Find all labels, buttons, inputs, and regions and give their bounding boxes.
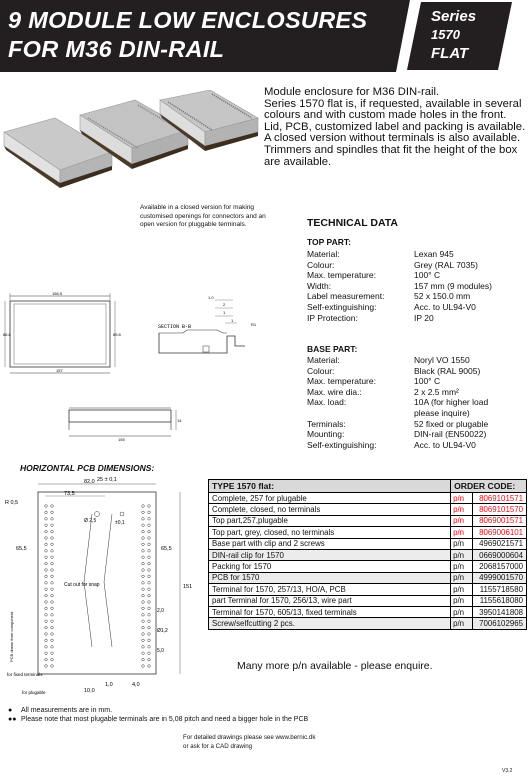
terminal-hole: [45, 550, 48, 553]
spec-value: Acc. to UL94-V0: [414, 439, 476, 450]
cutout-label: Cut out for snap: [64, 582, 100, 588]
col-type-header: TYPE 1570 flat:: [209, 480, 451, 493]
order-pn-label: p/n: [451, 538, 473, 549]
terminal-hole: [51, 633, 54, 636]
dim-height-left: 86.6: [3, 332, 11, 337]
order-description: Base part with clip and 2 screws: [209, 538, 451, 549]
terminal-hole: [148, 626, 151, 629]
terminal-hole: [142, 582, 145, 585]
order-row: [209, 493, 527, 504]
component-side-note: PCB drawn from component: [9, 611, 14, 662]
spec-row: [307, 429, 527, 440]
spec-row: [307, 291, 527, 302]
terminal-hole: [45, 652, 48, 655]
order-row: [209, 618, 527, 629]
terminal-hole: [51, 601, 54, 604]
terminal-hole: [148, 594, 151, 597]
terminal-hole: [51, 646, 54, 649]
spec-value: Grey (RAL 7035): [414, 259, 478, 270]
terminal-hole: [148, 588, 151, 591]
top-part-heading: TOP PART:: [307, 237, 351, 247]
terminal-hole: [51, 569, 54, 572]
order-pn-label: p/n: [451, 515, 473, 526]
order-table: [208, 479, 527, 630]
section-dim-1: 1.0: [208, 295, 214, 300]
order-code: 3950141808: [473, 606, 527, 617]
terminal-hole: [142, 646, 145, 649]
dim-65-left: 65,5: [16, 546, 27, 552]
dim-151: 151: [183, 584, 193, 590]
terminal-hole: [45, 537, 48, 540]
spec-key: Colour:: [307, 365, 335, 376]
terminal-hole: [148, 614, 151, 617]
footnote-1: [8, 707, 112, 714]
order-code: 0669000604: [473, 549, 527, 560]
order-pn-label: p/n: [451, 618, 473, 629]
order-code: 7006102965: [473, 618, 527, 629]
terminal-hole: [142, 588, 145, 591]
order-pn-label: p/n: [451, 595, 473, 606]
terminal-hole: [148, 633, 151, 636]
intro-paragraph: Lid, PCB, customized label and packing is available.: [264, 120, 526, 133]
order-pn-label: p/n: [451, 549, 473, 560]
terminal-hole: [45, 511, 48, 514]
section-dim-radius: R1: [251, 322, 257, 327]
intro-paragraph: A closed version without terminals is also available.: [264, 132, 521, 145]
order-row: [209, 527, 527, 538]
series-number: 1570: [431, 27, 460, 42]
terminal-hole: [45, 505, 48, 508]
dim-25: 25 ± 0,1: [97, 477, 117, 483]
terminal-hole: [142, 543, 145, 546]
product-photo: [0, 90, 262, 200]
order-code: 8069101571: [473, 493, 527, 504]
terminal-hole: [45, 614, 48, 617]
terminal-hole: [51, 524, 54, 527]
order-pn-label: p/n: [451, 561, 473, 572]
title-line-1: 9 MODULE LOW ENCLOSURES: [8, 7, 368, 33]
terminal-hole: [142, 518, 145, 521]
terminal-hole: [45, 658, 48, 661]
section-label: SECTION B-B: [158, 324, 192, 330]
side-view-drawing: [66, 404, 184, 444]
dim-10: 10,0: [84, 688, 95, 694]
dim-5: 5,0: [157, 648, 164, 654]
intro-paragraph: Trimmers and spindles that fit the height of the box are available.: [264, 143, 518, 168]
terminal-hole: [51, 607, 54, 610]
terminal-hole: [142, 530, 145, 533]
terminal-hole: [51, 658, 54, 661]
dim-d12: Ø1,2: [157, 628, 168, 634]
spec-key: Label measurement:: [307, 291, 385, 302]
terminal-hole: [51, 620, 54, 623]
terminal-hole: [51, 505, 54, 508]
section-drawing: [155, 288, 265, 366]
terminal-hole: [142, 505, 145, 508]
terminal-hole: [45, 543, 48, 546]
order-row: [209, 549, 527, 560]
spec-value: 100° C: [414, 270, 441, 281]
terminal-hole: [142, 594, 145, 597]
spec-row: [307, 440, 527, 451]
plugable-label: for plugable: [22, 690, 46, 695]
terminal-hole: [51, 594, 54, 597]
spec-key: Max. temperature:: [307, 376, 376, 387]
terminal-hole: [45, 530, 48, 533]
terminal-hole: [142, 620, 145, 623]
footnote-text: Please note that most plugable terminals are in 5,08 pitch and need a bigger hole in the PCB: [21, 716, 309, 723]
spec-key: Self-extinguishing:: [307, 439, 377, 450]
order-description: Packing for 1570: [209, 561, 451, 572]
section-dim-3: 1: [223, 310, 226, 315]
terminal-hole: [142, 614, 145, 617]
spec-value: 52 x 150.0 mm: [414, 291, 471, 302]
terminal-hole: [51, 665, 54, 668]
spec-key: Mounting:: [307, 429, 345, 440]
order-description: PCB for 1570: [209, 572, 451, 583]
order-row: [209, 584, 527, 595]
order-pn-label: p/n: [451, 606, 473, 617]
spec-value: IP 20: [414, 312, 434, 323]
terminal-hole: [51, 614, 54, 617]
more-pn-note: Many more p/n available - please enquire.: [237, 660, 433, 672]
terminal-hole: [51, 588, 54, 591]
closed-version-caption: Available in a closed version for making customised openings for connectors and an open version for pluggable terminals.: [140, 204, 266, 229]
spec-value: Acc. to UL94-V0: [414, 301, 476, 312]
terminal-hole: [142, 511, 145, 514]
order-row: [209, 606, 527, 617]
terminal-hole: [45, 626, 48, 629]
footnote-text: All measurements are in mm.: [21, 707, 113, 714]
section-dim-4: 1: [231, 318, 234, 323]
dim-overall-width: 157: [56, 368, 63, 373]
top-view-drawing: [2, 290, 124, 380]
terminal-hole: [142, 575, 145, 578]
order-description: DIN-rail clip for 1570: [209, 549, 451, 560]
spec-value: DIN-rail (EN50022): [414, 429, 487, 440]
spec-value: 157 mm (9 modules): [414, 280, 492, 291]
order-pn-label: p/n: [451, 584, 473, 595]
spec-row: [307, 270, 527, 281]
spec-value: please inquire): [414, 407, 470, 418]
terminal-hole: [142, 569, 145, 572]
version-label: V3.2: [502, 768, 513, 774]
terminal-hole: [148, 543, 151, 546]
dim-side-height: 14: [177, 418, 182, 423]
order-description: Terminal for 1570, 605/13, fixed terminals: [209, 606, 451, 617]
spec-key: Material:: [307, 249, 340, 259]
terminal-hole: [142, 633, 145, 636]
terminal-hole: [142, 607, 145, 610]
spec-row: [307, 355, 527, 366]
terminal-hole: [142, 524, 145, 527]
order-code: 1155718580: [473, 584, 527, 595]
pcb-drawing: [0, 472, 205, 704]
terminal-hole: [148, 537, 151, 540]
dim-1: 1,0: [105, 682, 113, 688]
footnote-bullet: ●●: [8, 716, 17, 723]
terminal-hole: [45, 575, 48, 578]
footnote-2: [8, 716, 308, 723]
base-part-specs: [307, 355, 527, 450]
spec-value: Lexan 945: [414, 249, 454, 259]
section-dim-2: 2: [223, 302, 226, 307]
order-table-header: [209, 480, 527, 493]
contact-info: [183, 733, 315, 751]
spec-row: [307, 387, 527, 398]
dim-top-width: 156.5: [52, 291, 63, 296]
spec-row: [307, 260, 527, 271]
dim-tol: ±0,1: [115, 520, 125, 526]
terminal-hole: [148, 607, 151, 610]
terminal-hole: [45, 607, 48, 610]
order-description: Complete, closed, no terminals: [209, 504, 451, 515]
spec-row: [307, 419, 527, 430]
order-pn-label: p/n: [451, 572, 473, 583]
terminal-hole: [45, 524, 48, 527]
col-code-header: ORDER CODE:: [451, 480, 527, 493]
terminal-hole: [51, 511, 54, 514]
terminal-hole: [51, 575, 54, 578]
fixed-terminals-label: for fixed terminals: [7, 672, 43, 677]
terminal-hole: [45, 633, 48, 636]
base-part-heading: BASE PART:: [307, 344, 358, 354]
order-description: Top part, grey, closed, no terminals: [209, 527, 451, 538]
terminal-hole: [51, 562, 54, 565]
terminal-hole: [45, 620, 48, 623]
terminal-hole: [148, 511, 151, 514]
dim-height-right: 89.8: [113, 332, 121, 337]
spec-key: IP Protection:: [307, 312, 358, 323]
terminal-hole: [148, 601, 151, 604]
terminal-hole: [148, 556, 151, 559]
order-code: 8069001571: [473, 515, 527, 526]
terminal-hole: [45, 639, 48, 642]
terminal-hole: [45, 588, 48, 591]
terminal-hole: [142, 639, 145, 642]
order-code: 1155618080: [473, 595, 527, 606]
spec-key: Max. temperature:: [307, 270, 376, 281]
terminal-hole: [51, 530, 54, 533]
terminal-hole: [45, 518, 48, 521]
order-row: [209, 595, 527, 606]
terminal-hole: [51, 537, 54, 540]
terminal-hole: [148, 658, 151, 661]
series-label: Series: [431, 8, 477, 25]
dim-2: 2,0: [157, 608, 164, 614]
terminal-hole: [148, 646, 151, 649]
order-code: 8069101570: [473, 504, 527, 515]
order-description: Top part,257,plugable: [209, 515, 451, 526]
footnote-bullet: ●: [8, 707, 13, 714]
pcb-dimensions-heading: HORIZONTAL PCB DIMENSIONS:: [20, 463, 155, 473]
order-row: [209, 572, 527, 583]
order-code: 4969021571: [473, 538, 527, 549]
terminal-hole: [45, 601, 48, 604]
order-row: [209, 561, 527, 572]
order-row: [209, 504, 527, 515]
spec-row: [307, 376, 527, 387]
page-title: [8, 6, 367, 64]
spec-key: Max. load:: [307, 397, 347, 408]
terminal-hole: [142, 626, 145, 629]
terminal-hole: [142, 652, 145, 655]
terminal-hole: [142, 658, 145, 661]
order-description: Terminal for 1570, 257/13, HO/A, PCB: [209, 584, 451, 595]
terminal-hole: [51, 518, 54, 521]
terminal-hole: [51, 550, 54, 553]
order-description: Screw/selfcutting 2 pcs.: [209, 618, 451, 629]
terminal-hole: [45, 562, 48, 565]
order-code: 2068157000: [473, 561, 527, 572]
dim-hole-small: Ø 2,5: [84, 518, 97, 524]
contact-line-1: For detailed drawings please see www.bernic.dk: [183, 734, 316, 741]
spec-key: Max. wire dia.:: [307, 386, 362, 397]
terminal-hole: [148, 582, 151, 585]
terminal-hole: [51, 652, 54, 655]
spec-row: [307, 249, 527, 260]
terminal-hole: [51, 582, 54, 585]
dim-82: 82,0: [84, 479, 95, 485]
terminal-hole: [148, 575, 151, 578]
terminal-hole: [148, 569, 151, 572]
order-row: [209, 515, 527, 526]
terminal-hole: [142, 550, 145, 553]
top-part-specs: [307, 249, 527, 323]
spec-row: [307, 302, 527, 313]
intro-paragraph: Module enclosure for M36 DIN-rail.: [264, 86, 440, 98]
order-row: [209, 538, 527, 549]
terminal-hole: [148, 652, 151, 655]
terminal-hole: [142, 556, 145, 559]
terminal-hole: [45, 665, 48, 668]
terminal-hole: [148, 530, 151, 533]
series-badge: [419, 2, 505, 70]
order-pn-label: p/n: [451, 493, 473, 504]
terminal-hole: [45, 582, 48, 585]
spec-value: 100° C: [414, 376, 441, 387]
technical-data-heading: TECHNICAL DATA: [307, 217, 398, 229]
order-pn-label: p/n: [451, 504, 473, 515]
spec-row: [307, 366, 527, 377]
spec-key: Width:: [307, 280, 332, 291]
dim-r05: R 0,5: [5, 500, 19, 506]
spec-key: Material:: [307, 355, 340, 365]
terminal-hole: [45, 646, 48, 649]
spec-row: [307, 408, 527, 419]
spec-row: [307, 313, 527, 324]
terminal-hole: [51, 543, 54, 546]
contact-line-2: or ask for a CAD drawing: [183, 743, 253, 750]
dim-65-right: 65,5: [161, 546, 172, 552]
terminal-hole: [148, 620, 151, 623]
series-variant: FLAT: [431, 45, 469, 62]
terminal-hole: [45, 569, 48, 572]
spec-value: 10A (for higher load: [414, 397, 489, 408]
order-code: 4999001570: [473, 572, 527, 583]
terminal-hole: [45, 556, 48, 559]
terminal-hole: [51, 626, 54, 629]
spec-key: Colour:: [307, 259, 335, 270]
dim-4: 4,0: [132, 682, 140, 688]
terminal-hole: [148, 639, 151, 642]
order-code: 8069006101: [473, 527, 527, 538]
terminal-hole: [142, 562, 145, 565]
terminal-hole: [45, 594, 48, 597]
order-description: Complete, 257 for plugable: [209, 493, 451, 504]
page-header: [0, 0, 531, 72]
order-pn-label: p/n: [451, 527, 473, 538]
intro-text: [264, 87, 526, 168]
terminal-hole: [148, 524, 151, 527]
terminal-hole: [51, 556, 54, 559]
terminal-hole: [148, 518, 151, 521]
terminal-hole: [148, 665, 151, 668]
spec-value: 2 x 2.5 mm²: [414, 386, 459, 397]
dim-73: 73,5: [64, 491, 75, 497]
spec-value: 52 fixed or plugable: [414, 418, 489, 429]
dim-side-width: 155: [118, 437, 125, 442]
terminal-hole: [51, 639, 54, 642]
spec-value: Black (RAL 9005): [414, 365, 481, 376]
spec-key: Terminals:: [307, 418, 346, 429]
terminal-hole: [148, 505, 151, 508]
spec-row: [307, 397, 527, 408]
terminal-hole: [142, 537, 145, 540]
order-description: part Terminal for 1570, 256/13, wire part: [209, 595, 451, 606]
spec-value: Noryl VO 1550: [414, 355, 470, 365]
terminal-hole: [142, 601, 145, 604]
terminal-hole: [148, 562, 151, 565]
title-line-2: FOR M36 DIN-RAIL: [8, 36, 225, 62]
terminal-hole: [148, 550, 151, 553]
spec-key: Self-extinguishing:: [307, 301, 377, 312]
intro-paragraph: Series 1570 flat is, if requested, available in several colours and with custom made holes in the front.: [264, 97, 522, 122]
spec-row: [307, 281, 527, 292]
terminal-hole: [142, 665, 145, 668]
